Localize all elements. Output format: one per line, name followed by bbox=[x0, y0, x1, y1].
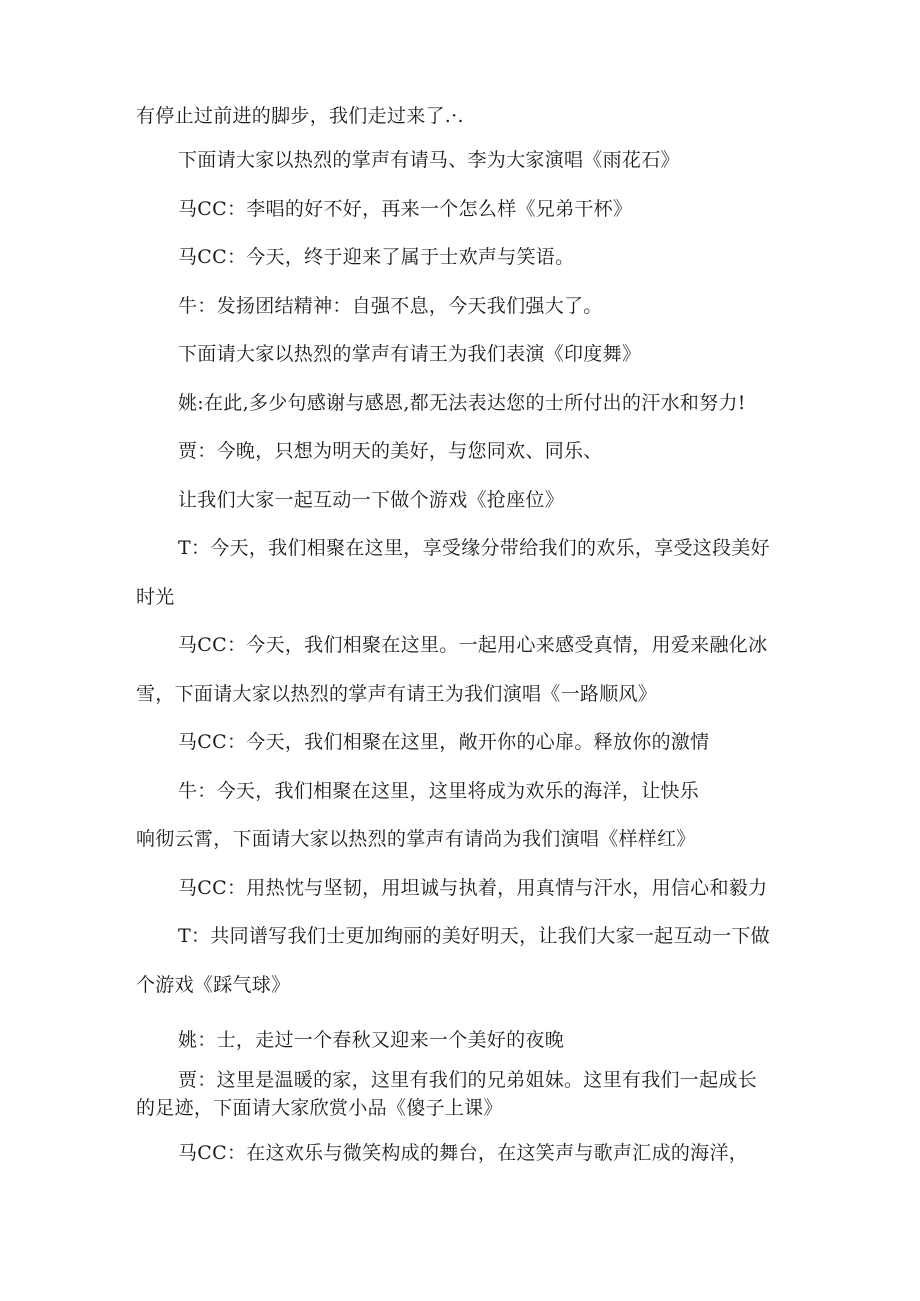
text-line: 时光 bbox=[136, 586, 175, 608]
text-line: 姚:在此,多少句感谢与感恩,都无法表达您的士所付出的汗水和努力! bbox=[178, 392, 746, 414]
text-line: T：共同谱写我们士更加绚丽的美好明天，让我们大家一起互动一下做 bbox=[178, 925, 770, 947]
text-line: 响彻云霄，下面请大家以热烈的掌声有请尚为我们演唱《样样红》 bbox=[136, 828, 696, 850]
text-line: 牛：今天，我们相聚在这里，这里将成为欢乐的海洋，让快乐 bbox=[178, 780, 700, 802]
text-line: 有停止过前进的脚步，我们走过来了.·. bbox=[136, 105, 464, 127]
text-line: T：今天，我们相聚在这里，享受缘分带给我们的欢乐，享受这段美好 bbox=[178, 537, 770, 559]
text-line: 牛：发扬团结精神：自强不息，今天我们强大了。 bbox=[178, 295, 603, 317]
text-line: 下面请大家以热烈的掌声有请马、李为大家演唱《雨花石》 bbox=[178, 149, 680, 171]
text-line: 马CC：李唱的好不好，再来一个怎么样《兄弟干杯》 bbox=[178, 198, 633, 220]
text-line: 马CC：今天，终于迎来了属于士欢声与笑语。 bbox=[178, 246, 575, 268]
text-line: 姚：士，走过一个春秋又迎来一个美好的夜晚 bbox=[178, 1029, 565, 1051]
text-line: 马CC：用热忱与坚韧，用坦诚与执着，用真情与汗水，用信心和毅力 bbox=[178, 877, 768, 899]
text-line: 雪，下面请大家以热烈的掌声有请王为我们演唱《一路顺风》 bbox=[136, 683, 658, 705]
text-line: 贾：今晚，只想为明天的美好，与您同欢、同乐、 bbox=[178, 440, 603, 462]
text-line: 下面请大家以热烈的掌声有请王为我们表演《印度舞》 bbox=[178, 343, 642, 365]
text-line: 马CC：今天，我们相聚在这里。一起用心来感受真情，用爱来融化冰 bbox=[178, 634, 768, 656]
text-line: 让我们大家一起互动一下做个游戏《抢座位》 bbox=[178, 489, 565, 511]
text-line: 马CC：今天，我们相聚在这里，敞开你的心扉。释放你的激情 bbox=[178, 731, 710, 753]
text-line: 的足迹，下面请大家欣赏小品《傻子上课》 bbox=[136, 1097, 503, 1119]
text-line: 贾：这里是温暖的家，这里有我们的兄弟姐妹。这里有我们一起成长 bbox=[178, 1069, 758, 1091]
text-line: 个游戏《踩气球》 bbox=[136, 974, 291, 996]
text-line: 马CC：在这欢乐与微笑构成的舞台，在这笑声与歌声汇成的海洋， bbox=[178, 1142, 749, 1164]
